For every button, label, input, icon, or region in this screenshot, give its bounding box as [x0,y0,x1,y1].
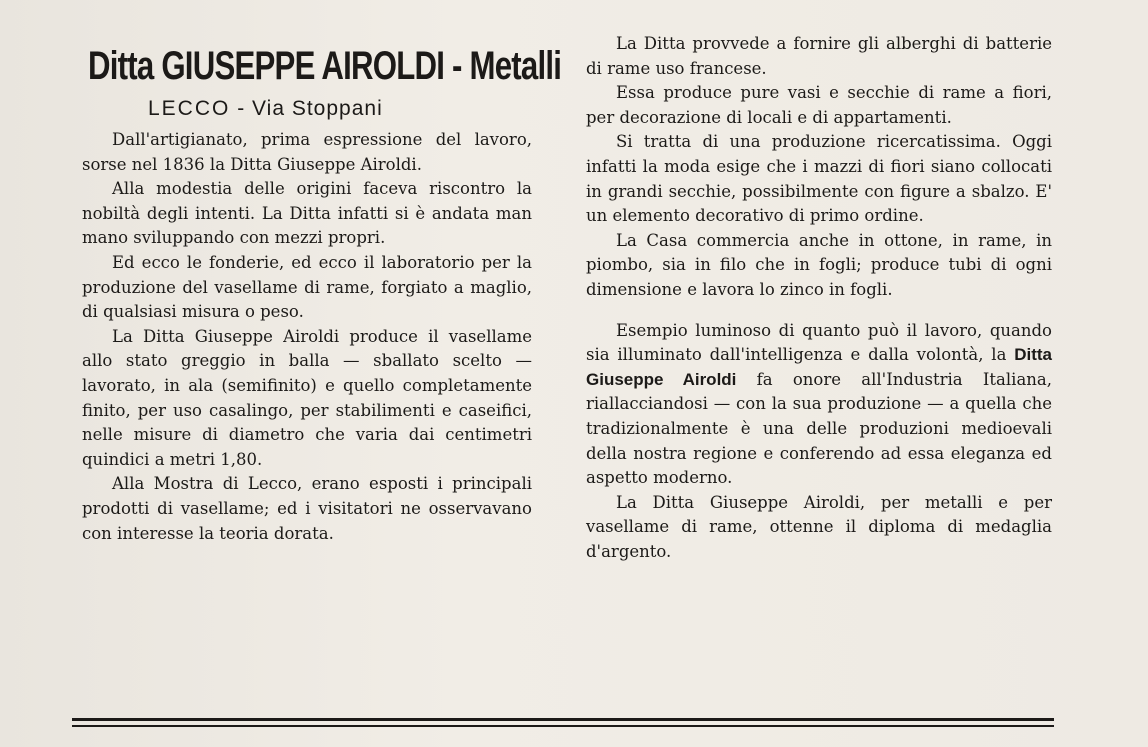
closing-paragraph [586,319,1052,491]
left-column [82,36,562,546]
paragraph: La Casa commercia anche in ottone, in rame, in piombo, sia in filo che in fogli; produce tubi di ogni dimensione e lavora lo zinco in fogli. [586,230,1052,299]
address-line [148,96,532,122]
paragraph: Alla modestia delle origini faceva riscontro la nobiltà degli intenti. La Ditta infatti si è andata man mano sviluppando con mezzi propri. [82,179,532,248]
paragraph: Dall'artigianato, prima espressione del lavoro, sorse nel 1836 la Ditta Giuseppe Airoldi. [82,130,532,174]
paragraph: La Ditta Giuseppe Airoldi produce il vasellame allo stato greggio in balla — sballato scelto — lavorato, in ala (semifinito) e quello completamente finito, per uso casalingo, per stabilimenti e caseifici, nelle misure di diametro che varia dai centimetri quindici a metri 1,80. [82,326,532,469]
paragraph: Alla Mostra di Lecco, erano esposti i principali prodotti di vasellame; ed i visitatori ne osservavano con interesse la teoria dorata. [82,474,532,543]
firm-name-highlight: Ditta Giuseppe Airoldi [586,345,1052,389]
street-address: - Via Stoppani [237,97,383,120]
closing-text-after: fa onore all'Industria Italiana, riallacciandosi — con la sua produzione — a quella che tradizionalmente è una delle produzioni medioevali della nostra regione e conferendo ad essa eleganza ed aspetto moderno. [586,369,1052,488]
page-title: Ditta GIUSEPPE AIROLDI - Metalli [88,44,562,88]
city-name: LECCO [148,97,231,120]
paragraph: Essa produce pure vasi e secchie di rame a fiori, per decorazione di locali e di appartamenti. [586,83,1052,127]
divider-line-thin [72,725,1054,727]
paragraph: La Ditta provvede a fornire gli alberghi di batterie di rame uso francese. [586,34,1052,78]
bottom-divider [72,718,1054,727]
divider-line-thick [72,718,1054,721]
paragraph: Si tratta di una produzione ricercatissima. Oggi infatti la moda esige che i mazzi di fiori siano collocati in grandi secchie, possibilmente con figure a sbalzo. E' un elemento decorativo di primo ordine. [586,132,1052,226]
right-column [586,32,1052,564]
closing-text-before: Esempio luminoso di quanto può il lavoro, quando sia illuminato dall'intelligenza e dalla volontà, la [586,320,1052,365]
paragraph: Ed ecco le fonderie, ed ecco il laboratorio per la produzione del vasellame di rame, forgiato a maglio, di qualsiasi misura o peso. [82,252,532,322]
award-paragraph: La Ditta Giuseppe Airoldi, per metalli e per vasellame di rame, ottenne il diploma di medaglia d'argento. [586,492,1052,561]
